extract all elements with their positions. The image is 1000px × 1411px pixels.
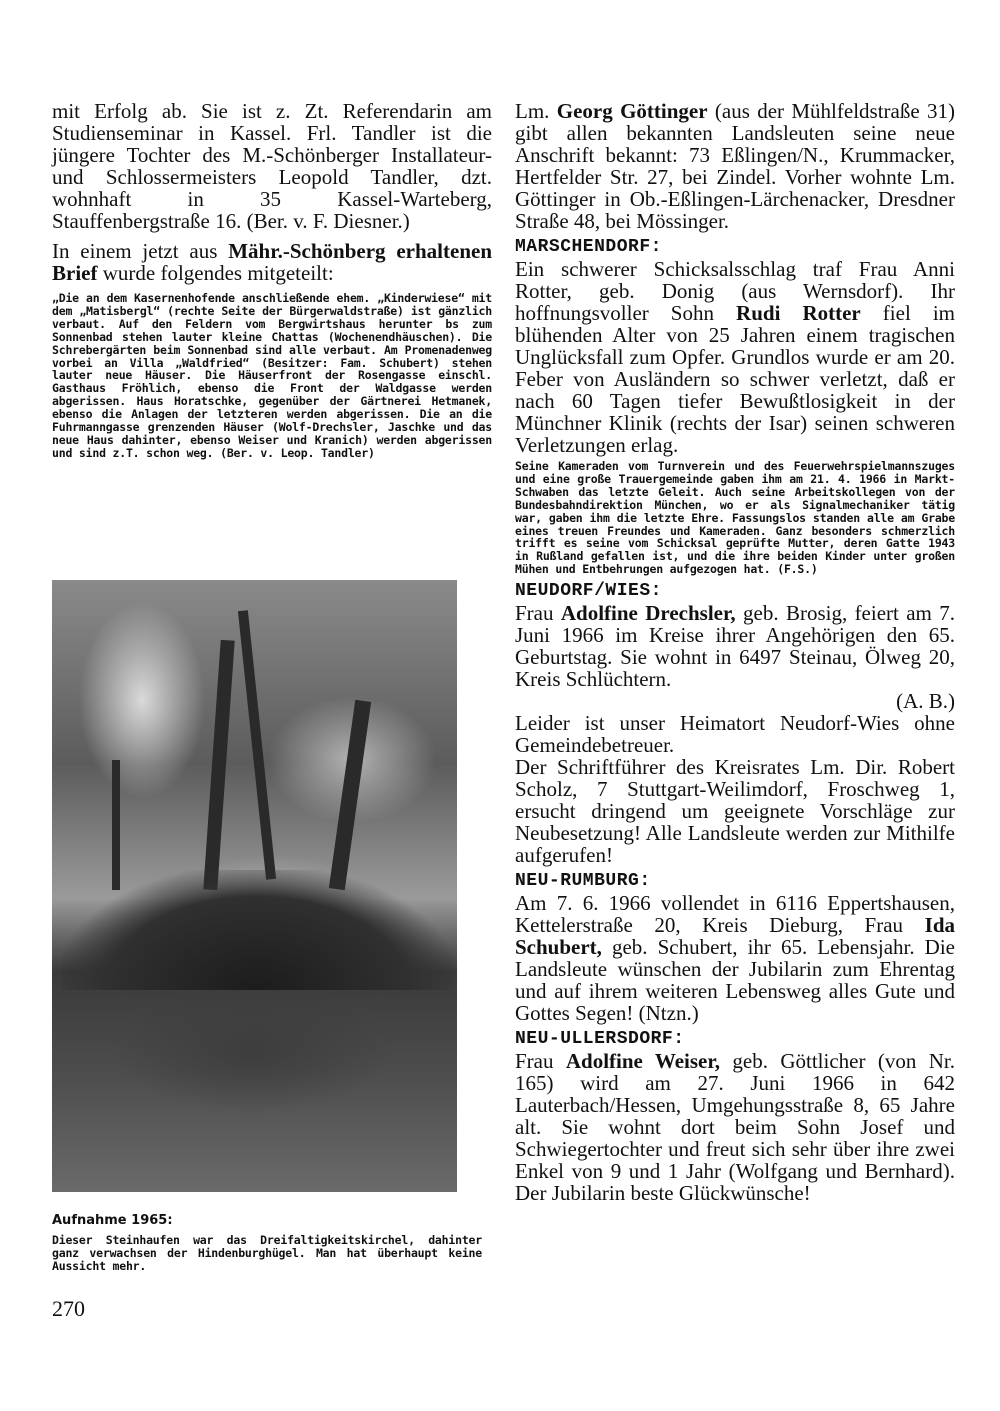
bold-text: Rudi Rotter [736,301,861,325]
text: geb. Göttlicher (von Nr. 165) wird am 27. Juni 1966 in 642 Lauterbach/Hessen, Umgehungsstraße 8, 65 Jahre alt. Sie wohnt dort beim Sohn Josef und Schwiegertochter und freut sich sehr über ihre zwei Enkel von 9 und 1 Jahr (Wolfgang und Bernhard). Der Jubilarin beste Glückwünsche! [515,1049,955,1206]
photo-stone-heap [52,580,457,1192]
paragraph-gemeindebetreuer: Leider ist unser Heimatort Neudorf-Wies ohne Gemeindebetreuer. [515,711,955,758]
text: geb. Schubert, ihr 65. Lebensjahr. Die Landsleute wünschen der Jubilarin zum Ehrentag und auf ihrem weiteren Lebensweg alles Gute und Gottes Segen! (Ntzn.) [515,935,955,1026]
section-heading-marschendorf: MARSCHENDORF: [515,237,662,257]
tree-trunk [329,700,371,890]
bold-text: Adolfine Drechsler, [560,601,736,626]
stone-mound [62,870,452,990]
text: Frau [515,601,561,626]
text: fiel im blühenden Alter von 25 Jahren einem tragischen Unglücksfall zum Opfer. Grundlos wurde er am 20. Feber von Ausländern so schwer verletzt, daß er nach 60 Tagen tiefer Bewußtlosigkeit in der Münchner Klinik (rechts der Isar) seinen schweren Verletzungen erlag. [515,301,955,457]
tree-trunk [203,640,234,890]
caption-text: Dieser Steinhaufen war das Dreifaltigkeitskirchel, dahinter ganz verwachsen der Hindenburghügel. Man hat überhaupt keine Aussicht mehr. [52,1233,482,1273]
photo-caption [52,1213,482,1273]
paragraph-letter-intro [52,240,492,284]
section-heading-neu-ullersdorf: NEU-ULLERSDORF: [515,1029,685,1050]
paragraph-drechsler [515,602,955,690]
bold-text: Ida Schubert, [515,913,955,960]
paragraph-scholz: Der Schriftführer des Kreisrates Lm. Dir. Robert Scholz, 7 Stuttgart-Weilimdorf, Froschweg 1, ersucht dringend um geeignete Vorschläge zur Neubesetzung! Alle Landsleute werden zur Mithilfe aufgerufen! [515,755,955,868]
text: wurde folgendes mitgeteilt: [97,261,334,285]
section-heading-neudorf: NEUDORF/WIES: [515,581,662,602]
paragraph-tandler: mit Erfolg ab. Sie ist z. Zt. Referendarin am Studienseminar in Kassel. Frl. Tandler ist die jüngere Tochter des M.-Schönberger Installateur- und Schlossermeisters Leopold Tandler, dzt. wohnhaft in 35 Kassel-Warteberg, Stauffenbergstraße 16. (Ber. v. F. Diesner.) [52,99,492,233]
text: Am 7. 6. 1966 vollendet in 6116 Eppertshausen, Kettelerstraße 20, Kreis Dieburg, Frau [515,891,955,938]
paragraph-rotter [515,258,955,456]
text: In einem jetzt aus [52,239,229,263]
text: geb. Brosig, feiert am 7. Juni 1966 im Kreise ihrer Angehörigen den 65. Geburtstag. Sie wohnt in 6497 Steinau, Ölweg 20, Kreis Schlüchtern. [515,601,956,692]
left-column [52,100,492,460]
caption-title: Aufnahme 1965: [52,1213,173,1228]
tree-trunk [238,610,276,880]
page-number: 270 [52,1296,85,1321]
paragraph-schubert [515,892,955,1024]
section-heading-neu-rumburg: NEU-RUMBURG: [515,871,651,892]
bold-text: Georg Göttinger [556,99,708,123]
text: Lm. [515,99,557,123]
bold-text: Mähr.-Schönberg erhaltenen Brief [52,239,492,285]
paragraph-rotter-funeral: Seine Kameraden vom Turnverein und des Feuerwehrspielmannszuges und eine große Trauergemeinde gaben ihm am 21. 4. 1966 in Markt-Schwaben das letzte Geleit. Auch seine Arbeitskollegen von der Bundesbahndirektion München, wo er als Signalmechaniker tätig war, gaben ihm die letzte Ehre. Fassungslos standen alle am Grabe eines treuen Freundes und Kameraden. Ganz besonders schmerzlich trifft es seine vom Schicksal geprüfte Mutter, deren Gatte 1943 in Rußland gefallen ist, und die ihre beiden Kinder unter großen Mühen und Entbehrungen aufgezogen hat. (F.S.) [515,459,955,577]
text: Ein schwerer Schicksalsschlag traf Frau Anni Rotter, geb. Donig (aus Wernsdorf). Ihr hoffnungsvoller Sohn [515,257,955,325]
bold-text: Adolfine Weiser, [565,1049,721,1074]
paragraph-letter-quote: „Die an dem Kasernenhofende anschließende ehem. „Kinderwiese“ mit dem „Matisbergl“ (rechte Seite der Bürgerwaldstraße) ist gänzlich verbaut. Auf den Feldern vom Bergwirtshaus herunter bs zum Sonnenbad stehen lauter kleine Chattas (Wochenendhäuschen). Die Schrebergärten beim Sonnenbad sind alle verbaut. Am Promenadenweg vorbei an Villa „Waldfried“ (Besitzer: Fam. Schubert) stehen lauter neue Häuser. Die Häuserfront der Rosengasse einschl. Gasthaus Fröhlich, ebenso die Front der Waldgasse werden abgerissen. Haus Horatschke, gegenüber der Gärtnerei Hetmanek, ebenso die Anlagen der letzteren werden abgerissen. Die an die Fuhrmanngasse grenzenden Häuser (Wolf-Drechsler, Jaschke und das neue Haus dahinter, ebenso Weiser und Kranich) werden abgerissen und sind z.T. schon weg. (Ber. v. Leop. Tandler) [52,291,492,460]
right-column [515,100,955,1204]
signature-ab: (A. B.) [896,689,955,714]
paragraph-goettinger [515,100,955,232]
text: Frau [515,1049,566,1074]
text: (aus der Mühlfeldstraße 31) gibt allen bekannten Landsleuten seine neue Anschrift bekannt: 73 Eßlingen/N., Krummacker, Hertfelder Str. 27, bei Zindel. Vorher wohnte Lm. Göttinger in Ob.-Eßlingen-Lärchenacker, Dresdner Straße 48, bei Mössinger. [515,99,956,233]
paragraph-weiser [515,1050,955,1204]
